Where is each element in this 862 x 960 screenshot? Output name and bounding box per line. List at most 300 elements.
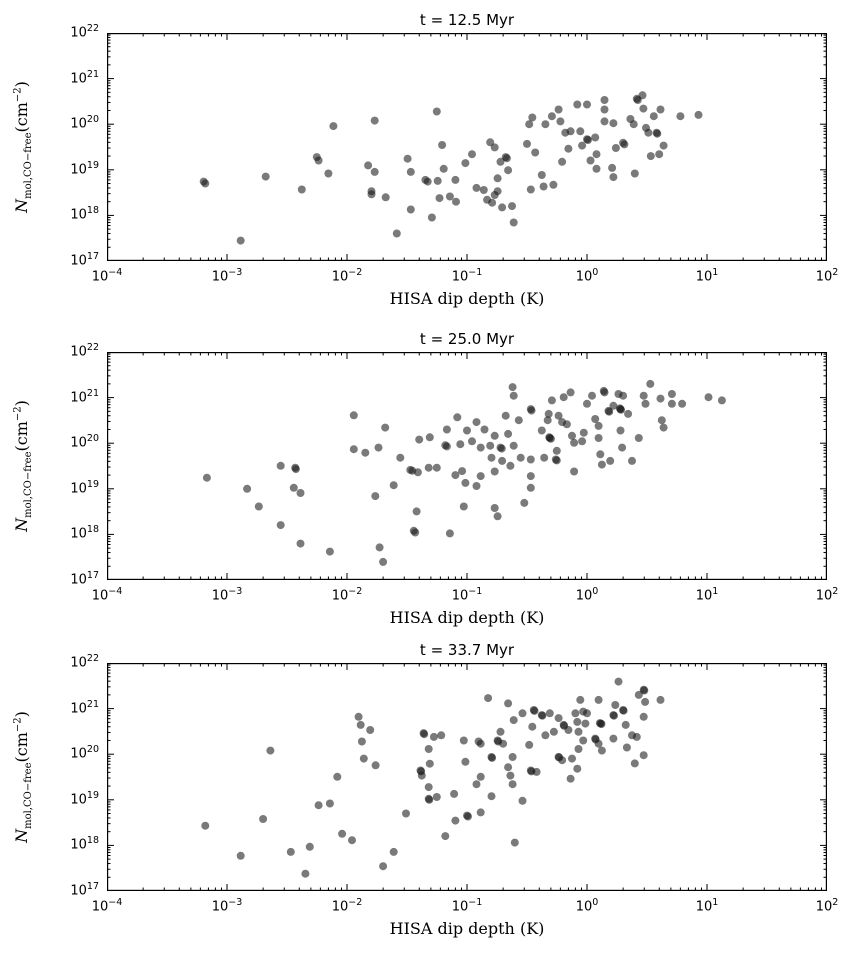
x-tick-label: $10^{-1}$ <box>451 267 483 285</box>
scatter-point <box>573 101 581 109</box>
scatter-point <box>425 464 433 472</box>
scatter-point <box>598 461 606 469</box>
scatter-point <box>277 462 285 470</box>
scatter-point <box>504 699 512 707</box>
scatter-point <box>446 529 454 537</box>
scatter-point <box>333 773 341 781</box>
scatter-point <box>390 481 398 489</box>
scatter-point <box>426 433 434 441</box>
scatter-point <box>477 444 485 452</box>
scatter-point <box>575 745 583 753</box>
scatter-point <box>415 436 423 444</box>
scatter-point <box>519 709 527 717</box>
scatter-point <box>379 862 387 870</box>
scatter-point <box>262 173 270 181</box>
x-axis-label: HISA dip depth (K) <box>389 289 545 308</box>
panel-title: t = 33.7 Myr <box>419 641 515 659</box>
scatter-point <box>451 471 459 479</box>
scatter-point <box>350 445 358 453</box>
scatter-point <box>527 472 535 480</box>
scatter-point <box>595 696 603 704</box>
scatter-point <box>642 400 650 408</box>
x-tick-label: $10^{-1}$ <box>451 897 483 915</box>
scatter-point <box>368 190 376 198</box>
scatter-point <box>461 159 469 167</box>
x-tick-label: $10^2$ <box>815 897 839 915</box>
scatter-point <box>434 177 442 185</box>
scatter-point <box>326 548 334 556</box>
scatter-point <box>591 415 599 423</box>
scatter-point <box>556 117 564 125</box>
scatter-point <box>567 127 575 135</box>
scatter-point <box>498 445 506 453</box>
scatter-point <box>382 193 390 201</box>
scatter-point <box>473 482 481 490</box>
scatter-point <box>596 450 604 458</box>
scatter-point <box>381 424 389 432</box>
scatter-point <box>424 178 432 186</box>
scatter-point <box>201 822 209 830</box>
scatter-point <box>609 735 617 743</box>
scatter-point <box>616 404 624 412</box>
scatter-point <box>531 149 539 157</box>
scatter-point <box>527 484 535 492</box>
scatter-point <box>510 392 518 400</box>
scatter-point <box>453 413 461 421</box>
scatter-point <box>528 407 536 415</box>
scatter-point <box>570 468 578 476</box>
scatter-point <box>461 479 469 487</box>
scatter-point <box>612 144 620 152</box>
y-tick-label: $10^{20}$ <box>70 114 99 132</box>
scatter-point <box>407 206 415 214</box>
scatter-point <box>633 733 641 741</box>
y-tick-label: $10^{17}$ <box>70 570 99 588</box>
scatter-point <box>668 390 676 398</box>
scatter-point <box>509 753 517 761</box>
scatter-point <box>484 694 492 702</box>
scatter-point <box>544 416 552 424</box>
scatter-point <box>477 773 485 781</box>
scatter-point <box>443 442 451 450</box>
scatter-point <box>646 380 654 388</box>
scatter-point <box>583 709 591 717</box>
scatter-point <box>491 504 499 512</box>
scatter-point <box>494 512 502 520</box>
scatter-point <box>506 772 514 780</box>
scatter-point <box>660 142 668 150</box>
scatter-point <box>595 740 603 748</box>
scatter-point <box>593 165 601 173</box>
scatter-point <box>639 91 647 99</box>
scatter-point <box>451 817 459 825</box>
scatter-point <box>567 388 575 396</box>
x-tick-label: $10^{-2}$ <box>331 897 363 915</box>
scatter-point <box>595 422 603 430</box>
scatter-point <box>657 106 665 114</box>
scatter-point <box>541 731 549 739</box>
scatter-point <box>641 698 649 706</box>
x-tick-label: $10^1$ <box>695 897 719 915</box>
scatter-point <box>553 447 561 455</box>
scatter-point <box>705 393 713 401</box>
scatter-point <box>486 442 494 450</box>
scatter-point <box>504 166 512 174</box>
y-tick-label: $10^{17}$ <box>70 881 99 899</box>
scatter-point <box>631 759 639 767</box>
scatter-point <box>658 416 666 424</box>
scatter-point <box>631 170 639 178</box>
scatter-point <box>553 456 561 464</box>
scatter-point <box>450 790 458 798</box>
scatter-point <box>609 119 617 127</box>
scatter-point <box>527 456 535 464</box>
scatter-point <box>350 411 358 419</box>
scatter-point <box>488 454 496 462</box>
scatter-point <box>390 848 398 856</box>
scatter-point <box>573 765 581 773</box>
scatter-point <box>528 723 536 731</box>
scatter-point <box>620 140 628 148</box>
scatter-point <box>441 832 449 840</box>
panel-t-12-5-myr <box>0 0 862 320</box>
scatter-point <box>635 434 643 442</box>
scatter-point <box>676 112 684 120</box>
scatter-point <box>558 158 566 166</box>
scatter-point <box>404 155 412 163</box>
scatter-point <box>237 852 245 860</box>
scatter-point <box>568 432 576 440</box>
axes-frame <box>108 664 827 891</box>
scatter-point <box>461 758 469 766</box>
scatter-point <box>549 181 557 189</box>
y-tick-label: $10^{22}$ <box>70 653 99 671</box>
scatter-point <box>488 199 496 207</box>
scatter-point <box>297 489 305 497</box>
scatter-point <box>578 437 586 445</box>
scatter-point <box>255 503 263 511</box>
x-tick-label: $10^{-4}$ <box>91 897 123 915</box>
scatter-point <box>499 740 507 748</box>
scatter-point <box>355 713 363 721</box>
panel-plot <box>107 352 827 580</box>
scatter-point <box>494 174 502 182</box>
scatter-point <box>563 420 571 428</box>
scatter-point <box>611 701 619 709</box>
scatter-point <box>564 145 572 153</box>
scatter-point <box>306 843 314 851</box>
scatter-point <box>601 117 609 125</box>
x-tick-label: $10^2$ <box>815 267 839 285</box>
scatter-point <box>519 797 527 805</box>
scatter-point <box>375 444 383 452</box>
scatter-point <box>463 427 471 435</box>
scatter-point <box>653 130 661 138</box>
y-tick-label: $10^{19}$ <box>70 159 99 178</box>
scatter-point <box>515 416 523 424</box>
scatter-point <box>494 187 502 195</box>
scatter-point <box>360 755 368 763</box>
y-axis-label: $N_{mol,CO-free}(cm^{-2})$ <box>12 400 35 532</box>
scatter-point <box>324 170 332 178</box>
scatter-point <box>468 437 476 445</box>
scatter-point <box>477 472 485 480</box>
scatter-point <box>443 426 451 434</box>
scatter-point <box>361 449 369 457</box>
scatter-point <box>287 848 295 856</box>
scatter-point <box>504 430 512 438</box>
panel-plot <box>107 33 827 261</box>
y-tick-label: $10^{21}$ <box>70 68 99 86</box>
y-tick-label: $10^{20}$ <box>70 744 99 762</box>
scatter-point <box>640 751 648 759</box>
scatter-point <box>588 392 596 400</box>
scatter-point <box>366 726 374 734</box>
scatter-point <box>520 499 528 507</box>
x-tick-label: $10^{-2}$ <box>331 586 363 604</box>
scatter-point <box>440 165 448 173</box>
x-tick-label: $10^{-3}$ <box>211 897 243 915</box>
y-axis-label: $N_{mol,CO-free}(cm^{-2})$ <box>12 711 35 843</box>
scatter-point <box>426 760 434 768</box>
scatter-point <box>473 780 481 788</box>
scatter-point <box>502 412 510 420</box>
x-tick-label: $10^{-1}$ <box>451 586 483 604</box>
y-tick-label: $10^{22}$ <box>70 342 99 360</box>
scatter-point <box>243 485 251 493</box>
scatter-point <box>510 219 518 227</box>
scatter-point <box>201 180 209 188</box>
scatter-point <box>678 400 686 408</box>
scatter-point <box>525 741 533 749</box>
scatter-point <box>364 161 372 169</box>
scatter-point <box>608 164 616 172</box>
y-tick-label: $10^{18}$ <box>70 524 99 542</box>
scatter-point <box>540 454 548 462</box>
scatter-point <box>446 193 454 201</box>
scatter-point <box>277 521 285 529</box>
scatter-point <box>617 427 625 435</box>
scatter-point <box>503 154 511 162</box>
scatter-point <box>548 112 556 120</box>
x-tick-label: $10^1$ <box>695 586 719 604</box>
scatter-point <box>460 503 468 511</box>
x-axis-label: HISA dip depth (K) <box>389 919 545 938</box>
scatter-point <box>591 134 599 142</box>
x-tick-label: $10^{-4}$ <box>91 586 123 604</box>
scatter-point <box>718 396 726 404</box>
scatter-point <box>460 737 468 745</box>
scatter-point <box>315 157 323 165</box>
scatter-point <box>528 114 536 122</box>
scatter-point <box>452 198 460 206</box>
scatter-point <box>580 429 588 437</box>
scatter-point <box>509 383 517 391</box>
scatter-point <box>650 112 658 120</box>
scatter-point <box>558 756 566 764</box>
scatter-point <box>371 168 379 176</box>
scatter-point <box>357 721 365 729</box>
scatter-point <box>596 719 604 727</box>
scatter-point <box>428 214 436 222</box>
scatter-point <box>477 740 485 748</box>
scatter-point <box>468 150 476 158</box>
scatter-point <box>430 733 438 741</box>
scatter-point <box>628 457 636 465</box>
scatter-point <box>583 400 591 408</box>
scatter-point <box>523 140 531 148</box>
scatter-point <box>371 492 379 500</box>
scatter-point <box>576 127 584 135</box>
x-tick-label: $10^{-3}$ <box>211 586 243 604</box>
scatter-point <box>438 141 446 149</box>
scatter-point <box>570 439 578 447</box>
scatter-point <box>433 108 441 116</box>
scatter-point <box>584 136 592 144</box>
panel-plot <box>107 663 827 891</box>
scatter-point <box>541 120 549 128</box>
scatter-point <box>437 731 445 739</box>
scatter-point <box>402 810 410 818</box>
scatter-point <box>622 721 630 729</box>
scatter-point <box>609 173 617 181</box>
scatter-point <box>329 122 337 130</box>
y-tick-label: $10^{21}$ <box>70 698 99 716</box>
scatter-point <box>644 129 652 137</box>
scatter-point <box>292 465 300 473</box>
x-tick-label: $10^{-2}$ <box>331 267 363 285</box>
scatter-point <box>464 813 472 821</box>
scatter-point <box>657 696 665 704</box>
scatter-point <box>655 150 663 158</box>
x-tick-label: $10^0$ <box>575 897 599 915</box>
scatter-point <box>640 713 648 721</box>
scatter-point <box>668 400 676 408</box>
scatter-point <box>601 96 609 104</box>
panel-t-25-0-myr <box>0 319 862 639</box>
axes-frame <box>108 34 827 261</box>
y-tick-label: $10^{19}$ <box>70 789 99 808</box>
scatter-point <box>315 801 323 809</box>
scatter-point <box>598 747 606 755</box>
scatter-point <box>425 745 433 753</box>
scatter-point <box>498 457 506 465</box>
scatter-point <box>615 678 623 686</box>
scatter-point <box>657 395 665 403</box>
scatter-point <box>481 426 489 434</box>
scatter-point <box>576 696 584 704</box>
scatter-point <box>555 106 563 114</box>
scatter-point <box>411 529 419 537</box>
scatter-point <box>571 709 579 717</box>
scatter-point <box>473 418 481 426</box>
y-tick-label: $10^{21}$ <box>70 387 99 405</box>
scatter-point <box>203 474 211 482</box>
scatter-point <box>564 726 572 734</box>
scatter-point <box>376 543 384 551</box>
scatter-point <box>538 712 546 720</box>
x-tick-label: $10^{-4}$ <box>91 267 123 285</box>
scatter-point <box>548 396 556 404</box>
scatter-point <box>266 747 274 755</box>
scatter-point <box>546 709 554 717</box>
scatter-point <box>488 792 496 800</box>
scatter-point <box>436 194 444 202</box>
scatter-point <box>433 464 441 472</box>
scatter-point <box>538 427 546 435</box>
scatter-point <box>610 712 618 720</box>
scatter-point <box>498 203 506 211</box>
scatter-point <box>473 184 481 192</box>
scatter-point <box>451 176 459 184</box>
scatter-point <box>433 793 441 801</box>
scatter-point <box>575 728 583 736</box>
scatter-point <box>623 744 631 752</box>
scatter-point <box>639 105 647 113</box>
scatter-point <box>595 434 603 442</box>
scatter-point <box>418 772 426 780</box>
scatter-point <box>601 106 609 114</box>
scatter-point <box>579 737 587 745</box>
scatter-point <box>358 738 366 746</box>
scatter-point <box>618 444 626 452</box>
scatter-point <box>531 707 539 715</box>
panel-title: t = 25.0 Myr <box>419 330 515 348</box>
scatter-point <box>508 202 516 210</box>
scatter-point <box>527 186 535 194</box>
y-tick-label: $10^{18}$ <box>70 835 99 853</box>
scatter-point <box>510 716 518 724</box>
scatter-point <box>583 101 591 109</box>
scatter-point <box>506 462 514 470</box>
scatter-point <box>407 168 415 176</box>
scatter-point <box>619 392 627 400</box>
x-tick-label: $10^0$ <box>575 267 599 285</box>
scatter-point <box>491 468 499 476</box>
x-tick-label: $10^{-3}$ <box>211 267 243 285</box>
scatter-point <box>509 780 517 788</box>
scatter-point <box>480 186 488 194</box>
scatter-point <box>640 687 648 695</box>
scatter-point <box>606 457 614 465</box>
scatter-point <box>458 467 466 475</box>
scatter-point <box>538 171 546 179</box>
y-axis-label: $N_{mol,CO-free}(cm^{-2})$ <box>12 81 35 213</box>
scatter-point <box>647 152 655 160</box>
scatter-point <box>297 540 305 548</box>
scatter-point <box>581 720 589 728</box>
scatter-point <box>578 142 586 150</box>
scatter-point <box>348 836 356 844</box>
scatter-point <box>567 775 575 783</box>
scatter-point <box>326 800 334 808</box>
scatter-point <box>593 150 601 158</box>
y-tick-label: $10^{22}$ <box>70 23 99 41</box>
scatter-point <box>393 230 401 238</box>
scatter-point <box>491 143 499 151</box>
scatter-point <box>601 388 609 396</box>
scatter-point <box>259 815 267 823</box>
scatter-point <box>587 157 595 165</box>
scatter-point <box>555 714 563 722</box>
scatter-point <box>491 432 499 440</box>
scatter-point <box>504 763 512 771</box>
scatter-point <box>560 393 568 401</box>
scatter-point <box>414 468 422 476</box>
scatter-point <box>533 768 541 776</box>
x-tick-label: $10^1$ <box>695 267 719 285</box>
scatter-point <box>396 454 404 462</box>
